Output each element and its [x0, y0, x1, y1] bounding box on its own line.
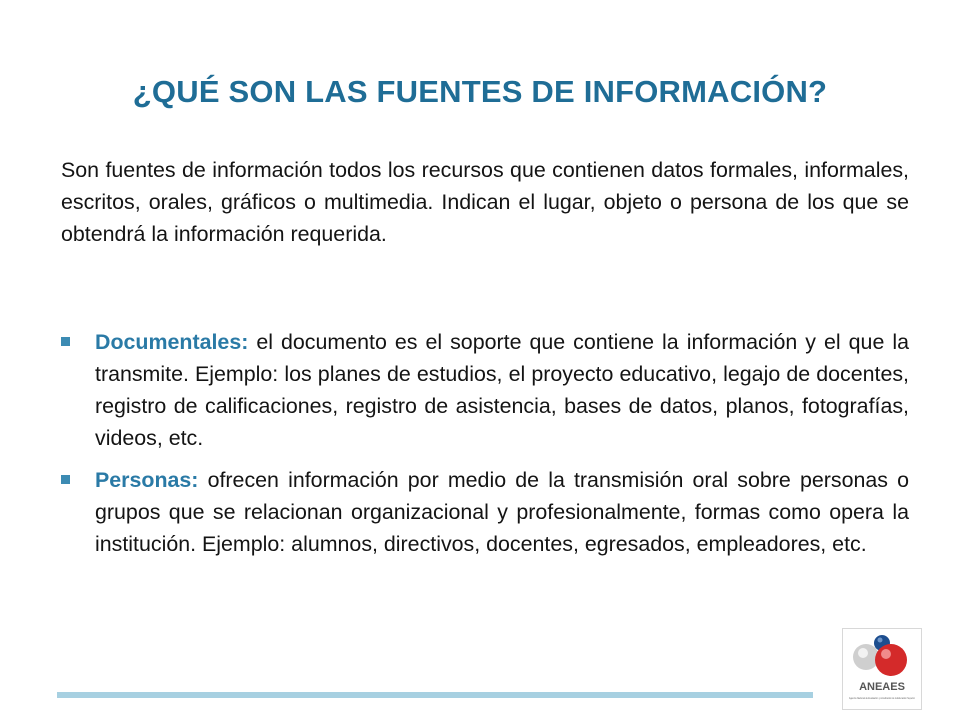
aneaes-logo [842, 628, 922, 710]
intro-paragraph: Son fuentes de información todos los recursos que contienen datos formales, informales, escritos, orales, gráficos o multimedia. Indican el lugar, objeto o persona de los que se obtendrá la información requerida. [61, 158, 909, 246]
logo-caption: Agencia Nacional de Evaluación y Acreditación de la Educación Superior [849, 696, 915, 700]
logo-wordmark: ANEAES [859, 681, 905, 693]
bullet-term: Personas: [95, 468, 199, 492]
bullet-term: Documentales: [95, 330, 249, 354]
bullet-documentales [61, 326, 909, 454]
square-bullet-icon [61, 475, 70, 484]
bullet-text: ofrecen información por medio de la transmisión oral sobre personas o grupos que se relacionan organizacional y profesionalmente, formas como opera la institución. Ejemplo: alumnos, directivos, docentes, egresados, empleadores, etc. [95, 468, 909, 556]
slide-title: ¿QUÉ SON LAS FUENTES DE INFORMACIÓN? [132, 74, 828, 109]
square-bullet-icon [61, 337, 70, 346]
bullet-list [61, 326, 909, 570]
bullet-text: el documento es el soporte que contiene la información y el que la transmite. Ejemplo: los planes de estudios, el proyecto educativo, legajo de docentes, registro de calificaciones, registro de asistencia, bases de datos, planos, fotografías, videos, etc. [95, 330, 909, 450]
bullet-personas [61, 464, 909, 560]
bottom-accent-bar [57, 692, 813, 698]
